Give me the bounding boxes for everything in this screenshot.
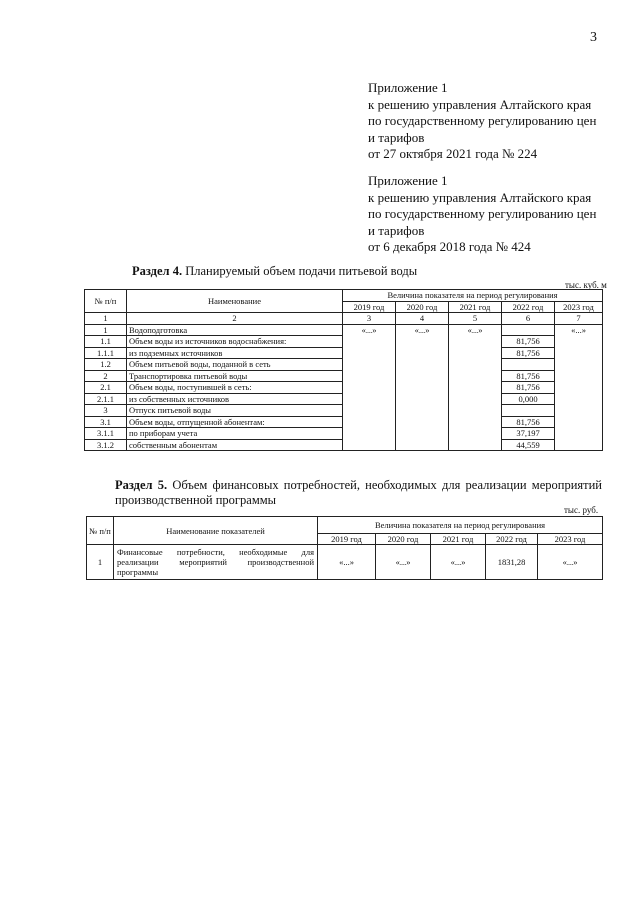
header-year: 2020 год (396, 301, 449, 313)
row-num: 2 (85, 370, 127, 382)
header-name: Наименование показателей (114, 517, 318, 545)
row-num: 1 (85, 324, 127, 336)
appendix-line: и тарифов (368, 222, 425, 238)
value-2023: «...» (538, 545, 603, 580)
column-number: 3 (343, 313, 396, 325)
row-num: 3.1.2 (85, 439, 127, 451)
value-2022: 0,000 (502, 393, 555, 405)
row-num: 1 (87, 545, 114, 580)
appendix-line: к решению управления Алтайского края (368, 96, 592, 112)
value-2019: «...» (318, 545, 376, 580)
value-2022: 81,756 (502, 336, 555, 348)
header-year: 2020 год (376, 534, 431, 545)
value-2021: «...» (449, 324, 502, 451)
value-2022: 1831,28 (486, 545, 538, 580)
table-row (87, 545, 603, 580)
row-name: по приборам учета (127, 428, 343, 440)
column-number: 1 (85, 313, 127, 325)
value-2022: 81,756 (502, 416, 555, 428)
section5-title-number: Раздел 5. (115, 478, 168, 492)
financial-needs-table (86, 516, 603, 580)
row-num: 1.1.1 (85, 347, 127, 359)
value-2022: 81,756 (502, 347, 555, 359)
column-number: 5 (449, 313, 502, 325)
row-num: 2.1.1 (85, 393, 127, 405)
value-2020: «...» (376, 545, 431, 580)
appendix-line: Приложение 1 (368, 173, 448, 188)
row-num: 3 (85, 405, 127, 417)
row-name: Транспортировка питьевой воды (127, 370, 343, 382)
row-name: из собственных источников (127, 393, 343, 405)
row-name: Финансовые потребности, необходимые для реализации мероприятий производственной программы (114, 545, 318, 580)
value-2022 (502, 359, 555, 371)
header-period: Величина показателя на период регулирования (343, 290, 603, 302)
value-2022: 81,756 (502, 370, 555, 382)
value-2021: «...» (431, 545, 486, 580)
section5-title (115, 478, 602, 508)
column-number: 6 (502, 313, 555, 325)
appendix-line: по государственному регулированию цен (368, 113, 597, 128)
appendix-line: от 6 декабря 2018 года № 424 (368, 239, 531, 254)
section4-title (132, 264, 417, 279)
appendix-line: и тарифов (368, 129, 425, 145)
value-2022: 81,756 (502, 382, 555, 394)
header-num: № п/п (87, 517, 114, 545)
section5-units: тыс. руб. (564, 505, 599, 515)
header-year: 2022 год (486, 534, 538, 545)
row-name: Отпуск питьевой воды (127, 405, 343, 417)
row-name: Объем воды из источников водоснабжения: (127, 336, 343, 348)
header-year: 2019 год (343, 301, 396, 313)
column-number: 4 (396, 313, 449, 325)
row-num: 3.1 (85, 416, 127, 428)
row-num: 1.2 (85, 359, 127, 371)
row-name: собственным абонентам (127, 439, 343, 451)
section4-title-number: Раздел 4. (132, 264, 183, 278)
header-year: 2021 год (431, 534, 486, 545)
appendix-block-original (368, 173, 618, 256)
header-year: 2023 год (555, 301, 603, 313)
value-2019: «...» (343, 324, 396, 451)
header-year: 2022 год (502, 301, 555, 313)
appendix-line: к решению управления Алтайского края (368, 189, 592, 205)
header-name: Наименование (127, 290, 343, 313)
header-year: 2021 год (449, 301, 502, 313)
header-period: Величина показателя на период регулирования (318, 517, 603, 534)
section4-title-text: Планируемый объем подачи питьевой воды (182, 264, 418, 278)
page-number: 3 (590, 30, 597, 45)
section4-units: тыс. куб. м (565, 280, 607, 290)
row-num: 2.1 (85, 382, 127, 394)
header-num: № п/п (85, 290, 127, 313)
section5-title-text: Объем финансовых потребностей, необходимых для реализации мероприятий производственной программы (115, 478, 602, 507)
appendix-block-current (368, 80, 618, 163)
row-name: Объем воды, поступившей в сеть: (127, 382, 343, 394)
header-year: 2019 год (318, 534, 376, 545)
row-name: Объем воды, отпущенной абонентам: (127, 416, 343, 428)
water-supply-table (84, 289, 603, 451)
row-name: Водоподготовка (127, 324, 343, 336)
value-2022: 37,197 (502, 428, 555, 440)
table-row (85, 324, 603, 336)
value-2022 (502, 324, 555, 336)
value-2020: «...» (396, 324, 449, 451)
header-year: 2023 год (538, 534, 603, 545)
row-num: 1.1 (85, 336, 127, 348)
column-number: 7 (555, 313, 603, 325)
row-name: из подземных источников (127, 347, 343, 359)
column-number: 2 (127, 313, 343, 325)
appendix-line: от 27 октября 2021 года № 224 (368, 146, 538, 161)
value-2022 (502, 405, 555, 417)
appendix-line: Приложение 1 (368, 80, 448, 95)
appendix-line: по государственному регулированию цен (368, 206, 597, 221)
row-name: Объем питьевой воды, поданной в сеть (127, 359, 343, 371)
value-2023: «...» (555, 324, 603, 451)
value-2022: 44,559 (502, 439, 555, 451)
row-num: 3.1.1 (85, 428, 127, 440)
